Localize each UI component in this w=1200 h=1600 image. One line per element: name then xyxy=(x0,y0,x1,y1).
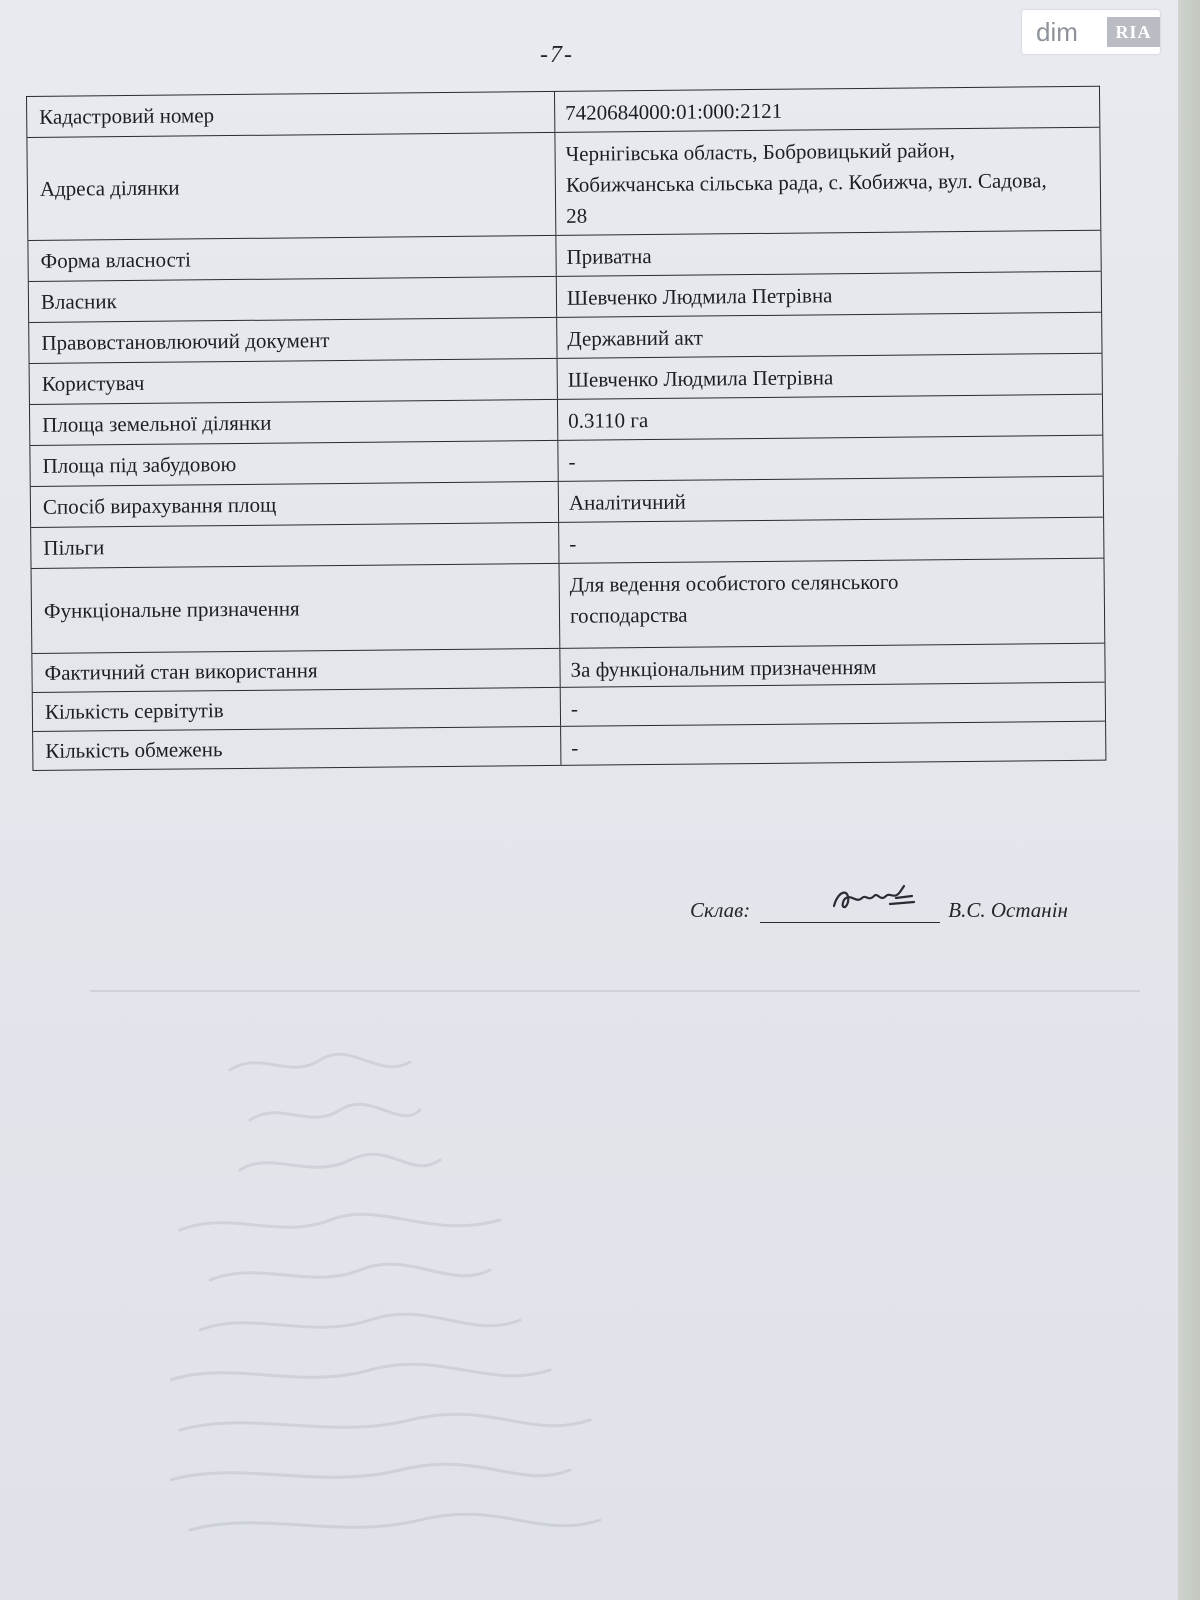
row-value: - xyxy=(571,735,579,760)
row-label: Правовстановлюючий документ xyxy=(29,318,557,363)
row-value: За функціональним призначенням xyxy=(570,654,877,682)
signature-name: В.С. Останін xyxy=(948,898,1068,922)
page-number: -7- xyxy=(540,42,574,68)
row-value: Для ведення особистого селянського господарства xyxy=(569,569,899,628)
row-value: Державний акт xyxy=(567,325,704,351)
row-label: Кількість сервітутів xyxy=(33,688,561,731)
watermark-logo xyxy=(1022,10,1160,54)
watermark-dim-text: dim xyxy=(1036,16,1078,47)
watermark-ria-text: RIA xyxy=(1107,17,1160,47)
row-label: Власник xyxy=(29,277,557,322)
row-label: Спосіб вирахування площ xyxy=(31,482,559,527)
row-label: Форма власності xyxy=(28,236,556,281)
row-label: Площа під забудовою xyxy=(30,441,558,486)
row-value: Аналітичний xyxy=(568,489,686,515)
row-value: - xyxy=(569,531,577,556)
row-value: Шевченко Людмила Петрівна xyxy=(567,365,834,392)
row-label: Функціональне призначення xyxy=(32,564,561,653)
row-label: Кадастровий номер xyxy=(27,92,555,137)
row-label: Площа земельної ділянки xyxy=(30,400,558,445)
page-edge xyxy=(1178,0,1200,1600)
signature-label: Склав: xyxy=(690,898,751,922)
row-label: Фактичний стан використання xyxy=(32,649,560,692)
table-row xyxy=(32,559,1105,654)
row-value: 7420684000:01:000:2121 xyxy=(565,98,783,125)
row-label: Користувач xyxy=(30,359,558,404)
table-row xyxy=(27,128,1100,241)
bleed-through-handwriting xyxy=(170,1050,630,1570)
row-value: - xyxy=(568,449,576,474)
row-value: Чернігівська область, Бобровицький район, Кобижчанська сільська рада, с. Кобижча, вул. Садова, 28 xyxy=(565,138,1047,228)
row-value: Шевченко Людмила Петрівна xyxy=(566,283,833,310)
row-value: - xyxy=(570,696,579,721)
row-value: 0.3110 га xyxy=(568,408,649,433)
bleed-through-line xyxy=(90,990,1140,992)
row-label: Пільги xyxy=(31,523,559,568)
cadastral-table xyxy=(26,86,1106,771)
handwritten-signature-icon xyxy=(830,882,916,916)
signature-line xyxy=(760,898,940,923)
signature-block xyxy=(690,898,1068,923)
row-label: Кількість обмежень xyxy=(33,727,561,770)
row-label: Адреса ділянки xyxy=(27,133,556,240)
row-value: Приватна xyxy=(566,244,652,269)
